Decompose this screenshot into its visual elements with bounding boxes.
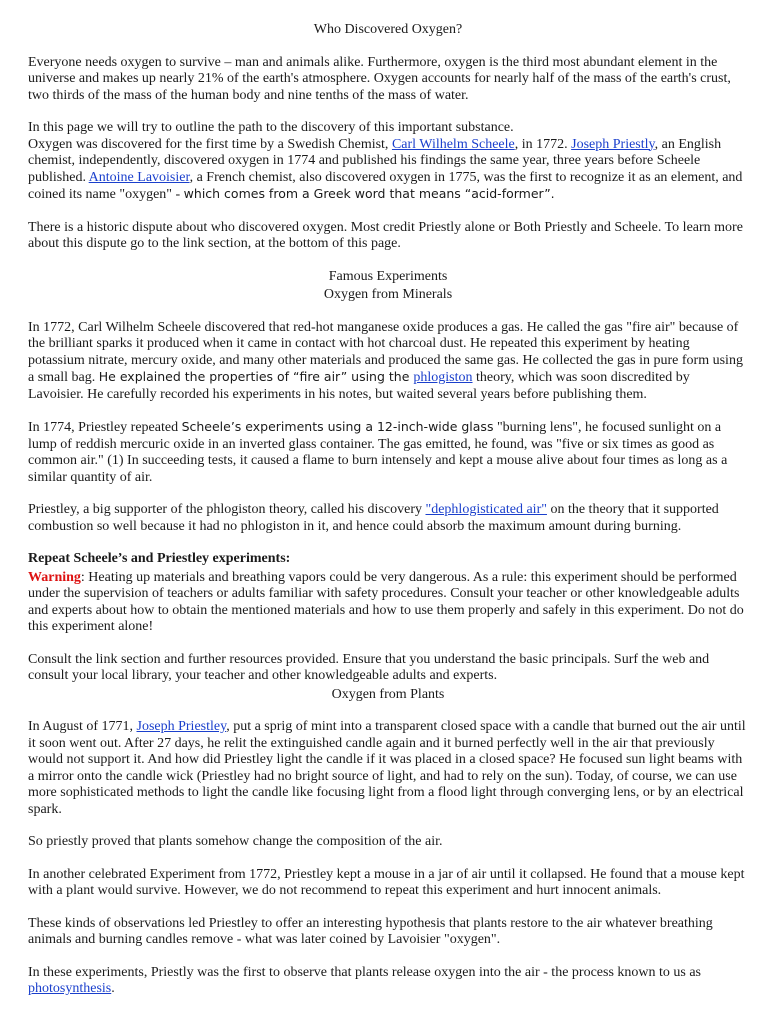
intro-text: , an English chemist, independently, discovered oxygen in 1774 and published his findings the same year, three years before Scheele published.	[28, 136, 722, 185]
minerals-paragraph-1	[28, 320, 748, 404]
repeat-experiments-heading: Repeat Scheele’s and Priestley experiments:	[28, 551, 291, 566]
intro-line: In this page we will try to outline the path to the discovery of this important substance.	[28, 120, 514, 135]
plants-text: In these experiments, Priestly was the first to observe that plants release oxygen into the air - the process known to us as	[28, 964, 701, 980]
intro-paragraph-2	[28, 120, 748, 204]
intro-text: Oxygen was discovered for the first time by a Swedish Chemist,	[28, 136, 392, 152]
minerals-text: on the theory that it supported combustion so well because it had no phlogiston in it, and hence could absorb the maximum amount during burning.	[28, 502, 719, 534]
page-title: Who Discovered Oxygen?	[313, 22, 463, 37]
famous-experiments-heading: Famous Experiments	[328, 268, 448, 284]
link-photosynthesis[interactable]: photosynthesis	[28, 981, 112, 996]
intro-text: , a French chemist, also discovered oxygen in 1775, was the first to recognize it as an element, and coined its name "oxygen" -	[28, 169, 743, 202]
intro-paragraph-1: Everyone needs oxygen to survive – man and animals alike. Furthermore, oxygen is the third most abundant element in the universe and makes up nearly 21% of the earth's atmosphere. Oxygen accounts for nearly half of the mass of the earth's crust, two thirds of the mass of the human body and nine tenths of the mass of water.	[28, 54, 731, 103]
link-joseph-priestly[interactable]: Joseph Priestly	[571, 136, 655, 152]
minerals-text: In 1772, Carl Wilhelm Scheele discovered that red-hot manganese oxide produces a gas. He called the gas "fire air" because of the brilliant sparks it produced when it came in contact with hot charcoal dust. He repeated this experiment by heating potassium nitrate, mercury oxide, and many other materials and produced the same gas. He collected the gas in pure form using a small bag.	[28, 319, 743, 385]
consult-paragraph: Consult the link section and further resources provided. Ensure that you understand the basic principals. Surf the web and consult your local library, your teacher and other knowledgeable adults and experts.	[28, 651, 710, 683]
plants-text: , put a sprig of mint into a transparent closed space with a candle that burned out the air until it soon went out. After 27 days, he relit the extinguished candle again and it burned perfectly well in the air that previously would not support it. And how did Priestley light the candle if it was placed in a closed space? He focused sun light beams with a mirror onto the candle wick (Priestley had no bright source of light, and had to rely on the sun). Today, of course, we can use more sophisticated methods to light the candle like focusing light from a flood light through converging lens, or by an electrical spark.	[28, 719, 746, 817]
link-phlogiston[interactable]: phlogiston	[413, 370, 473, 385]
link-antoine-lavoisier[interactable]: Antoine Lavoisier	[88, 169, 190, 185]
document-page	[28, 22, 748, 1014]
minerals-paragraph-2	[28, 419, 748, 486]
oxygen-from-plants-heading: Oxygen from Plants	[331, 686, 445, 702]
warning-text: : Heating up materials and breathing vapors could be very dangerous. As a rule: this experiment should be performed under the supervision of teachers or adults familiar with safety procedures. Consult your teacher or other knowledgeable adults and experts about how to obtain the mentioned materials and how to use them properly and safely in this experiment. Do not do this experiment alone!	[28, 569, 744, 634]
dispute-paragraph: There is a historic dispute about who discovered oxygen. Most credit Priestly alone or Both Priestly and Scheele. To learn more about this dispute go to the link section, at the bottom of this page.	[28, 219, 743, 251]
intro-text-sans: which comes from a Greek word that means “acid-former”.	[183, 186, 555, 201]
warning-label: Warning	[28, 569, 81, 585]
link-dephlogisticated-air[interactable]: "dephlogisticated air"	[425, 502, 547, 517]
minerals-text: theory, which was soon discredited by Lavoisier. He carefully recorded his experiments in his notes, but waited several years before publishing them.	[28, 370, 690, 402]
minerals-text: Priestley, a big supporter of the phlogiston theory, called his discovery	[28, 502, 426, 517]
minerals-text-sans: He explained the properties of “fire air” using the	[98, 369, 414, 384]
link-joseph-priestley[interactable]: Joseph Priestley	[136, 719, 227, 734]
plants-paragraph-4: These kinds of observations led Priestley to offer an interesting hypothesis that plants restore to the air whatever breathing animals and burning candles remove - what was later coined by Lavoisier "oxygen".	[28, 915, 713, 947]
minerals-text-sans: Scheele’s experiments using a 12-inch-wide glass	[181, 419, 494, 434]
plants-paragraph-1	[28, 719, 748, 818]
warning-paragraph	[28, 570, 748, 636]
plants-paragraph-5	[28, 965, 748, 998]
plants-text: In August of 1771,	[28, 719, 137, 734]
intro-text: , in 1772.	[514, 136, 572, 152]
minerals-paragraph-3	[28, 502, 748, 535]
plants-text: .	[111, 981, 115, 996]
link-carl-wilhelm-scheele[interactable]: Carl Wilhelm Scheele	[391, 136, 515, 152]
minerals-text: In 1774, Priestley repeated	[28, 420, 182, 435]
plants-paragraph-3: In another celebrated Experiment from 1772, Priestley kept a mouse in a jar of air until it collapsed. He found that a mouse kept with a plant would survive. However, we do not recommend to repeat this experiment and hurt innocent animals.	[28, 866, 745, 898]
oxygen-from-minerals-heading: Oxygen from Minerals	[323, 287, 453, 302]
plants-paragraph-2: So priestly proved that plants somehow change the composition of the air.	[28, 834, 443, 849]
minerals-text: "burning lens", he focused sunlight on a lump of reddish mercuric oxide in an inverted glass container. The gas emitted, he found, was "five or six times as good as common air." (1) In succeeding tests, it caused a flame to burn intensely and kept a mouse alive about four times as long as a similar quantity of air.	[28, 420, 728, 485]
